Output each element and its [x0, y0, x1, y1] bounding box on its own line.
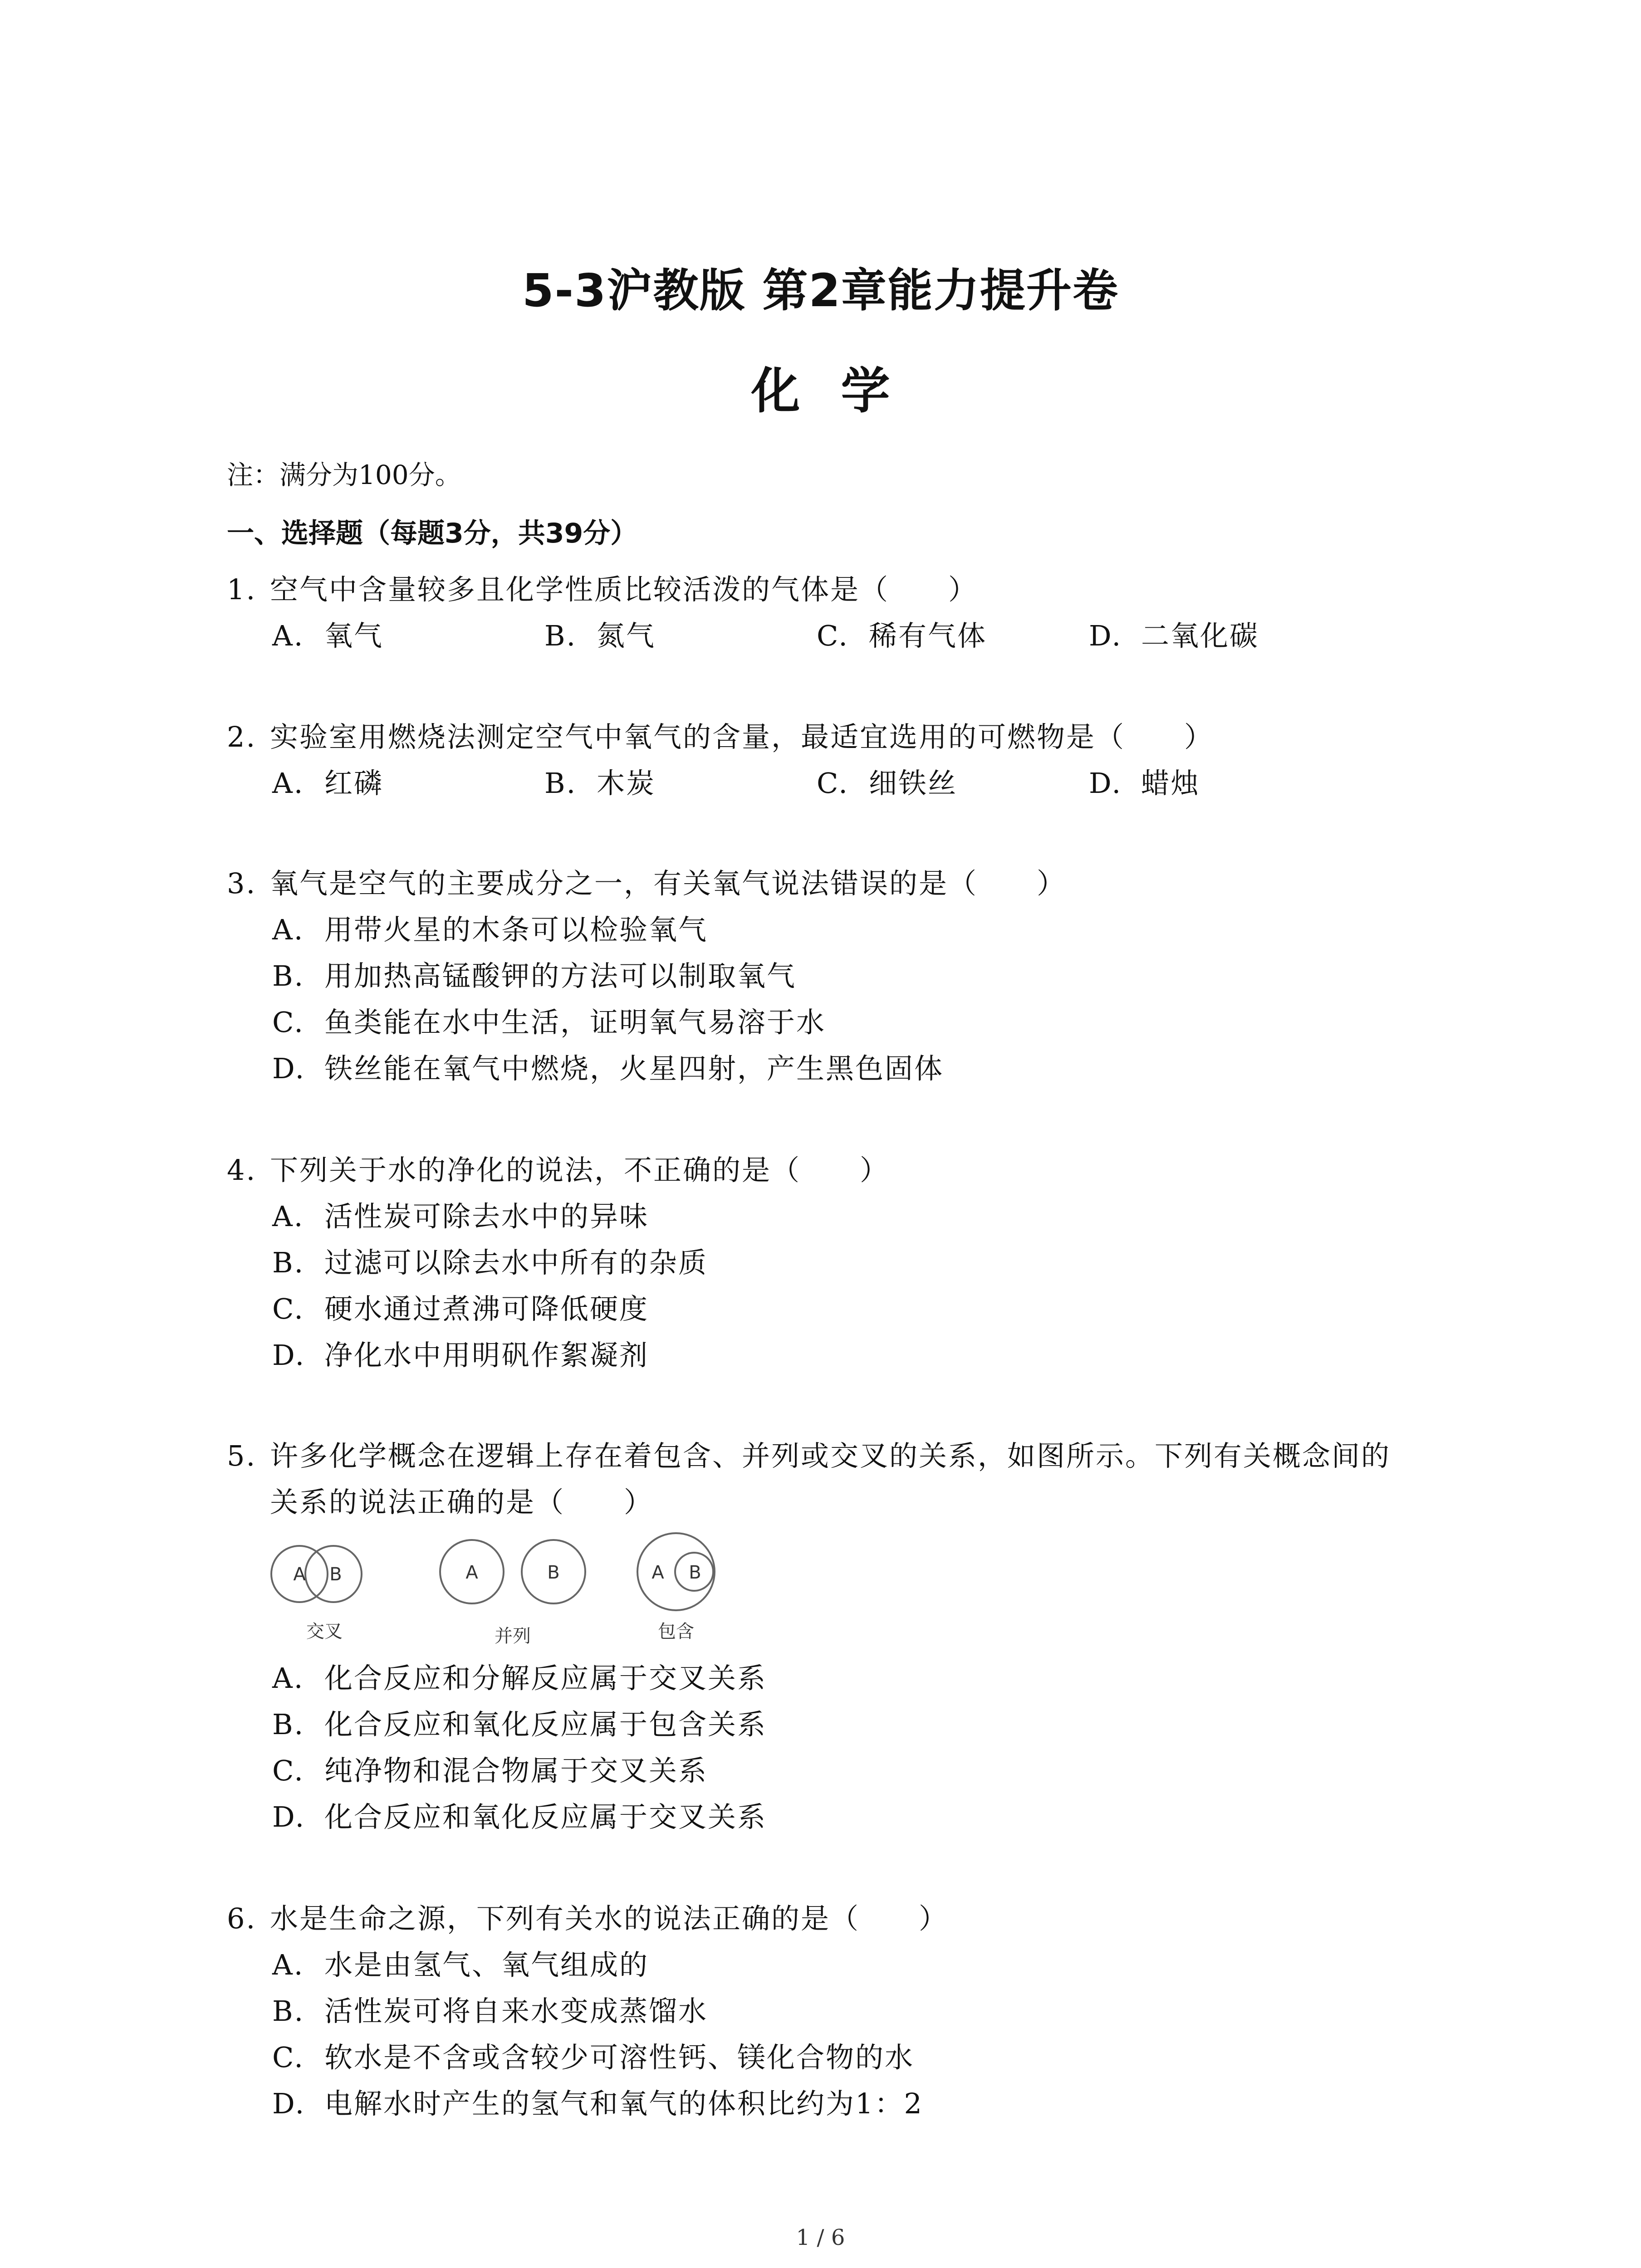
option-text: 二氧化碳: [1141, 619, 1259, 652]
option-letter: A.: [272, 913, 304, 946]
option-text: 硬水通过煮沸可降低硬度: [324, 1292, 649, 1325]
circle-a-label: A: [652, 1562, 664, 1583]
option-c: [272, 2035, 914, 2075]
question-1: [227, 567, 978, 607]
document-title: 5-3沪教版 第2章能力提升卷: [522, 264, 1119, 317]
option-letter: B.: [544, 767, 577, 800]
option-text: 软水是不含或含较少可溶性钙、镁化合物的水: [324, 2041, 915, 2074]
option-letter: C.: [272, 2041, 304, 2074]
option-d: [272, 1333, 649, 1373]
option-letter: B.: [272, 959, 305, 992]
question-4: [227, 1148, 889, 1188]
option-letter: B.: [272, 1994, 305, 2028]
option-text: 化合反应和氧化反应属于包含关系: [324, 1708, 767, 1741]
option-text: 化合反应和分解反应属于交叉关系: [324, 1662, 767, 1695]
question-number: 1.: [227, 573, 257, 606]
option-text: 鱼类能在水中生活，证明氧气易溶于水: [324, 1006, 826, 1039]
option-letter: D.: [272, 2087, 306, 2120]
option-text: 稀有气体: [869, 619, 987, 652]
option-text: 用带火星的木条可以检验氧气: [324, 913, 708, 946]
question-stem: 下列关于水的净化的说法，不正确的是（ ）: [270, 1154, 890, 1187]
question-3: [227, 861, 1066, 901]
circle-b-label: B: [329, 1564, 342, 1585]
question-stem-continued: 关系的说法正确的是（ ）: [270, 1486, 654, 1519]
option-text: 化合反应和氧化反应属于交叉关系: [324, 1800, 767, 1833]
diagram-label-contain: 包含: [658, 1621, 694, 1642]
option-b: [272, 953, 796, 994]
option-c: [817, 761, 957, 801]
option-c: [272, 1000, 826, 1040]
score-note: 注：满分为100分。: [227, 459, 461, 490]
option-d: [272, 1046, 944, 1086]
option-text: 净化水中用明矾作絮凝剂: [324, 1339, 649, 1372]
disjoint-diagram: [440, 1540, 585, 1647]
option-a: [272, 907, 708, 948]
option-d: [1089, 761, 1200, 801]
option-letter: A.: [272, 767, 304, 800]
option-b: [544, 613, 656, 654]
question-stem: 氧气是空气的主要成分之一，有关氧气说法错误的是（ ）: [270, 867, 1067, 900]
option-c: [272, 1286, 649, 1327]
option-letter: D.: [1089, 619, 1122, 652]
option-a: [272, 761, 383, 801]
option-text: 细铁丝: [869, 767, 958, 800]
option-b: [272, 1240, 708, 1281]
option-d: [1089, 613, 1259, 654]
subject-title: 化学: [751, 363, 931, 420]
option-letter: D.: [272, 1800, 306, 1833]
option-text: 水是由氢气、氧气组成的: [324, 1948, 649, 1981]
circle-b-label: B: [547, 1562, 560, 1583]
option-text: 氮气: [597, 619, 656, 652]
question-2: [227, 714, 1214, 755]
option-c: [817, 613, 987, 654]
page-indicator: 1 / 6: [796, 2225, 845, 2250]
option-letter: D.: [1089, 767, 1122, 800]
circle-a-label: A: [293, 1564, 306, 1585]
option-b: [272, 1989, 708, 2029]
option-b: [272, 1702, 767, 1742]
question-number: 5.: [227, 1439, 257, 1472]
containing-diagram: [637, 1533, 715, 1642]
option-text: 电解水时产生的氢气和氧气的体积比约为1：2: [324, 2087, 923, 2120]
diagram-label-disjoint: 并列: [495, 1626, 531, 1647]
option-letter: B.: [272, 1708, 305, 1741]
option-letter: C.: [272, 1006, 304, 1039]
question-5: [227, 1433, 1391, 1474]
circle-a-label: A: [465, 1562, 478, 1583]
question-6: [227, 1896, 948, 1936]
option-text: 氧气: [324, 619, 384, 652]
option-a: [272, 1194, 649, 1234]
option-text: 铁丝能在氧气中燃烧，火星四射，产生黑色固体: [324, 1052, 944, 1085]
section-heading: 一、选择题（每题3分，共39分）: [227, 518, 638, 549]
diagram-label-intersect: 交叉: [306, 1621, 343, 1642]
option-text: 木炭: [597, 767, 656, 800]
question-stem: 许多化学概念在逻辑上存在着包含、并列或交叉的关系，如图所示。下列有关概念间的: [270, 1439, 1391, 1472]
option-text: 蜡烛: [1141, 767, 1200, 800]
question-stem: 水是生命之源，下列有关水的说法正确的是（ ）: [270, 1902, 949, 1935]
question-stem: 空气中含量较多且化学性质比较活泼的气体是（ ）: [270, 573, 978, 606]
option-a: [272, 1942, 649, 1983]
question-number: 4.: [227, 1154, 257, 1187]
option-letter: C.: [272, 1754, 304, 1787]
option-letter: C.: [272, 1292, 304, 1325]
option-text: 纯净物和混合物属于交叉关系: [324, 1754, 708, 1787]
option-letter: C.: [817, 619, 849, 652]
option-letter: D.: [272, 1339, 306, 1372]
option-letter: C.: [817, 767, 849, 800]
option-a: [272, 613, 383, 654]
set-relation-diagram: [268, 1529, 740, 1656]
option-c: [272, 1748, 708, 1789]
option-d: [272, 2081, 923, 2121]
question-number: 3.: [227, 867, 257, 900]
option-text: 红磷: [324, 767, 384, 800]
intersecting-diagram: [271, 1546, 362, 1642]
question-stem: 实验室用燃烧法测定空气中氧气的含量，最适宜选用的可燃物是（ ）: [270, 720, 1214, 753]
option-text: 过滤可以除去水中所有的杂质: [324, 1246, 708, 1279]
option-text: 活性炭可除去水中的异味: [324, 1200, 649, 1233]
option-letter: A.: [272, 1200, 304, 1233]
option-letter: D.: [272, 1052, 306, 1085]
option-letter: A.: [272, 619, 304, 652]
option-d: [272, 1794, 767, 1835]
option-letter: A.: [272, 1662, 304, 1695]
option-letter: B.: [544, 619, 577, 652]
option-text: 活性炭可将自来水变成蒸馏水: [324, 1994, 708, 2028]
option-letter: B.: [272, 1246, 305, 1279]
option-letter: A.: [272, 1948, 304, 1981]
option-b: [544, 761, 656, 801]
option-a: [272, 1656, 767, 1696]
question-number: 6.: [227, 1902, 257, 1935]
option-text: 用加热高锰酸钾的方法可以制取氧气: [324, 959, 797, 992]
question-number: 2.: [227, 720, 257, 753]
circle-b-label: B: [689, 1562, 701, 1583]
